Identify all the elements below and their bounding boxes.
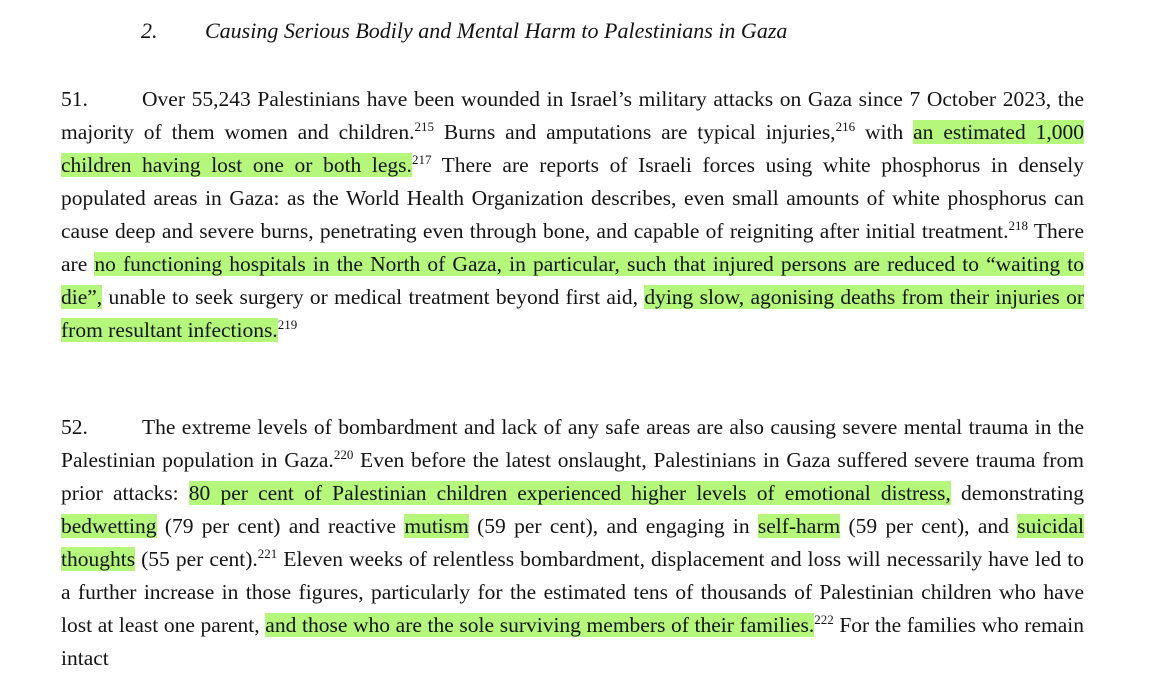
paragraph-text — [61, 415, 1084, 670]
text-run: Over 55,243 Palestinians have been wounded in Israel’s military attacks on Gaza since 7 October 2023, the majority of them women and children. — [61, 87, 1084, 144]
text-run: unable to seek surgery or medical treatment beyond first aid, — [102, 285, 645, 309]
footnote-ref: 218 — [1008, 218, 1028, 233]
footnote-ref: 221 — [257, 546, 278, 561]
paragraph-number: 51. — [61, 87, 88, 111]
highlighted-text: suicidal thoughts — [61, 514, 1085, 571]
paragraph-text — [61, 87, 1084, 342]
highlighted-text: and those who are the sole surviving members of their families. — [265, 613, 815, 637]
footnote-ref: 222 — [814, 612, 834, 627]
highlighted-text: an estimated 1,000 children having lost one or both legs. — [61, 120, 1084, 177]
text-run: Burns and amputations are typical injuries, — [433, 120, 836, 144]
text-run: For the families who remain intact — [61, 613, 1084, 670]
footnote-ref: 220 — [333, 447, 354, 462]
highlighted-text: self-harm — [757, 514, 841, 538]
footnote-ref: 216 — [835, 119, 856, 134]
text-run: The extreme levels of bombardment and lack of any safe areas are also causing severe mental trauma in the Palestinian population in Gaza. — [61, 415, 1084, 472]
highlighted-text: no functioning hospitals in the North of Gaza, in particular, such that injured persons are reduced to “waiting to die”, — [61, 252, 1085, 309]
paragraph-52 — [61, 411, 1084, 675]
text-run: There are — [61, 219, 1085, 276]
paragraph-51 — [61, 83, 1084, 347]
section-number: 2. — [141, 18, 158, 43]
text-run: (59 per cent), and engaging in — [468, 514, 758, 538]
section-title: Causing Serious Bodily and Mental Harm to Palestinians in Gaza — [205, 18, 788, 43]
text-run: (79 per cent) and reactive — [156, 514, 405, 538]
highlighted-text: bedwetting — [61, 514, 157, 538]
footnote-ref: 217 — [411, 152, 432, 167]
section-heading — [141, 17, 787, 45]
text-run: There are reports of Israeli forces using white phosphorus in densely populated areas in Gaza: as the World Health Organization describes, even small amounts of white phosphorus can cause deep and severe burns, penetrating even through bone, and capable of reigniting after initial treatment. — [61, 153, 1084, 243]
text-run: demonstrating — [950, 481, 1084, 505]
highlighted-text: mutism — [404, 514, 469, 538]
text-run: Eleven weeks of relentless bombardment, displacement and loss will necessarily have led to a further increase in those figures, particularly for the estimated tens of thousands of Palestinian children who have lost at least one parent, — [61, 547, 1084, 637]
footnote-ref: 215 — [414, 119, 434, 134]
footnote-ref: 219 — [277, 317, 298, 332]
highlighted-text: 80 per cent of Palestinian children experienced higher levels of emotional distress, — [188, 481, 951, 505]
text-run: (55 per cent). — [135, 547, 258, 571]
text-run: with — [855, 120, 914, 144]
text-run: (59 per cent), and — [840, 514, 1018, 538]
text-run: Even before the latest onslaught, Palestinians in Gaza suffered severe trauma from prior attacks: — [61, 448, 1084, 505]
paragraph-number: 52. — [61, 415, 88, 439]
highlighted-text: dying slow, agonising deaths from their injuries or from resultant infections. — [61, 285, 1084, 342]
